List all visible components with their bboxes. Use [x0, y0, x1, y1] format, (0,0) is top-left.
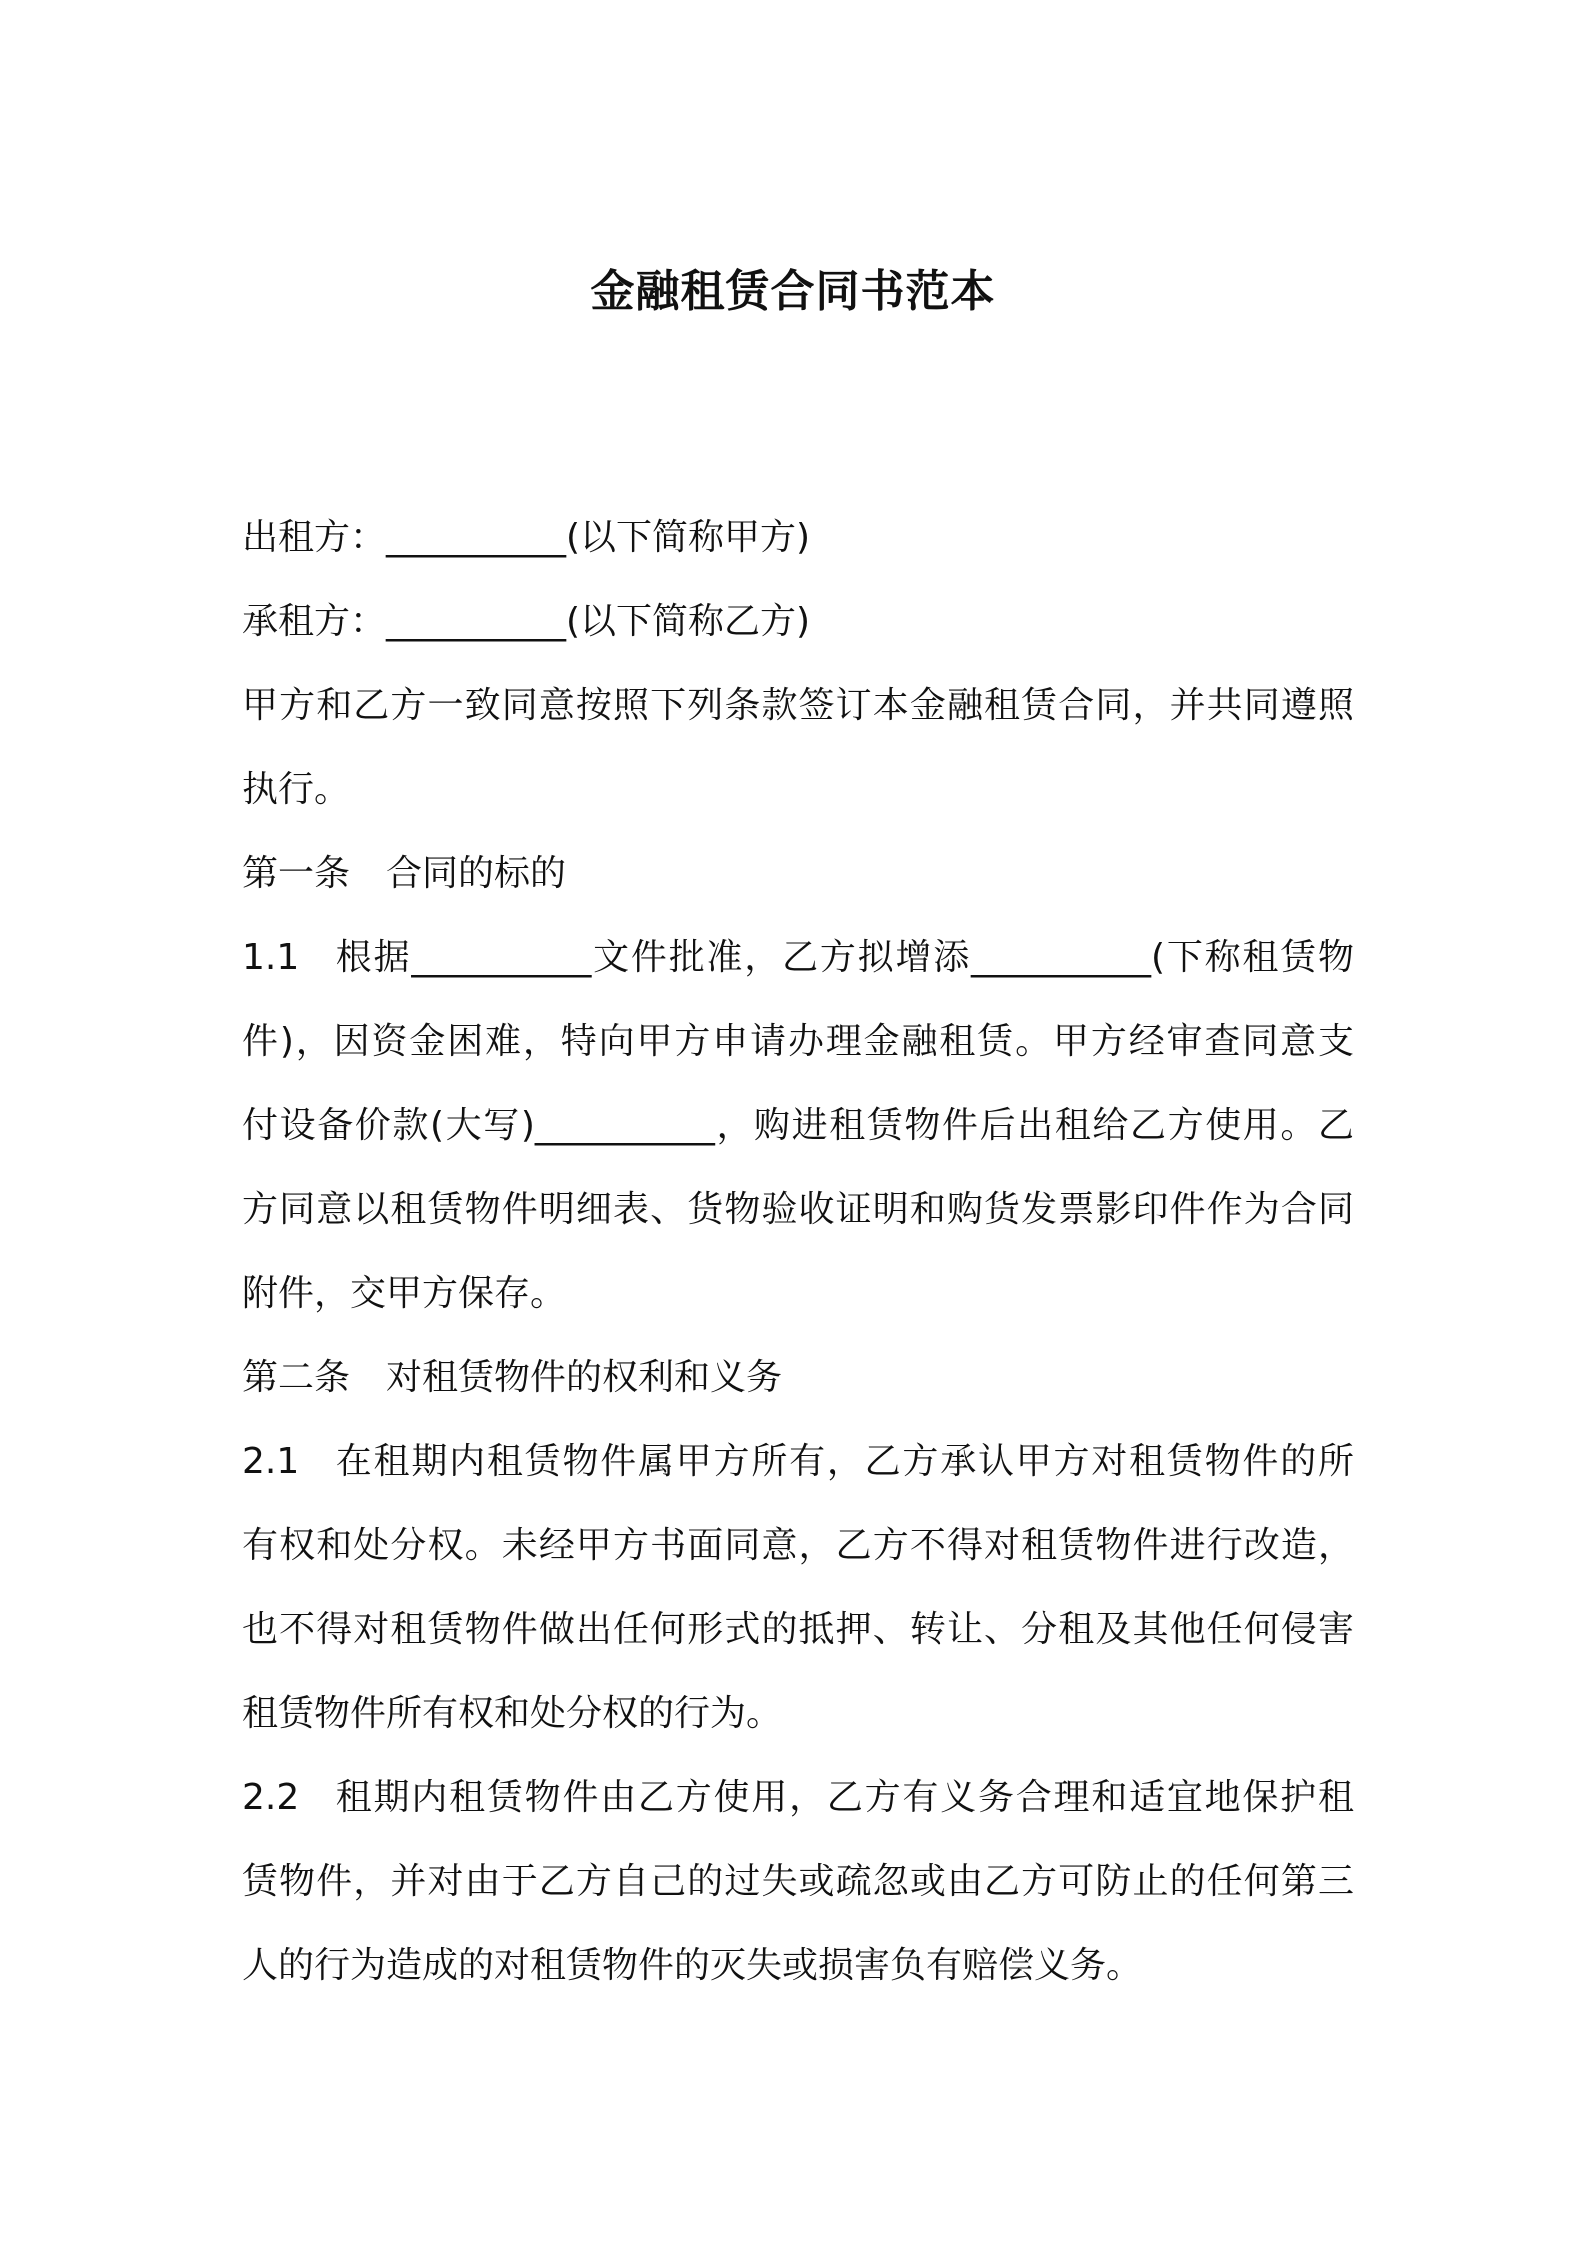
document-body [242, 496, 1354, 2008]
clause-line: 赁物件，并对由于乙方自己的过失或疏忽或由乙方可防止的任何第三 [242, 1861, 1354, 1902]
article-number: 第一条 [242, 853, 351, 894]
article-heading [242, 832, 1354, 916]
clause-line: 件)，因资金困难，特向甲方申请办理金融租赁。甲方经审查同意支 [242, 1021, 1354, 1062]
clause-line: 方同意以租赁物件明细表、货物验收证明和购货发票影印件作为合同 [242, 1189, 1354, 1230]
clause-text: 租期内租赁物件由乙方使用，乙方有义务合理和适宜地保护租 [334, 1777, 1354, 1818]
clause-line: 付设备价款(大写)__________，购进租赁物件后出租给乙方使用。乙 [242, 1105, 1354, 1146]
clause-line [242, 1420, 1354, 1504]
clause-number: 2.2 [242, 1777, 300, 1818]
clause-line: 租赁物件所有权和处分权的行为。 [242, 1693, 783, 1734]
document-title: 金融租赁合同书范本 [590, 266, 996, 317]
clause-text: 在租期内租赁物件属甲方所有，乙方承认甲方对租赁物件的所 [334, 1441, 1354, 1482]
clause-line: 人的行为造成的对租赁物件的灭失或损害负有赔偿义务。 [242, 1945, 1143, 1986]
clause-text: 根据__________文件批准，乙方拟增添__________(下称租赁物 [334, 937, 1354, 978]
lessee-line: 承租方：__________(以下简称乙方) [242, 601, 811, 642]
clause-line: 附件，交甲方保存。 [242, 1273, 567, 1314]
clause-number: 2.1 [242, 1441, 300, 1482]
article-heading [242, 1336, 1354, 1420]
clause-line: 有权和处分权。未经甲方书面同意，乙方不得对租赁物件进行改造， [242, 1525, 1354, 1566]
clause-line: 也不得对租赁物件做出任何形式的抵押、转让、分租及其他任何侵害 [242, 1609, 1354, 1650]
lessor-line: 出租方：__________(以下简称甲方) [242, 517, 811, 558]
intro-line: 甲方和乙方一致同意按照下列条款签订本金融租赁合同，并共同遵照 [242, 685, 1354, 726]
clause-number: 1.1 [242, 937, 300, 978]
article-number: 第二条 [242, 1357, 351, 1398]
clause-line [242, 1756, 1354, 1840]
clause-line [242, 916, 1354, 1000]
article-title: 对租赁物件的权利和义务 [386, 1357, 783, 1398]
article-title: 合同的标的 [386, 853, 567, 894]
intro-line: 执行。 [242, 769, 351, 810]
